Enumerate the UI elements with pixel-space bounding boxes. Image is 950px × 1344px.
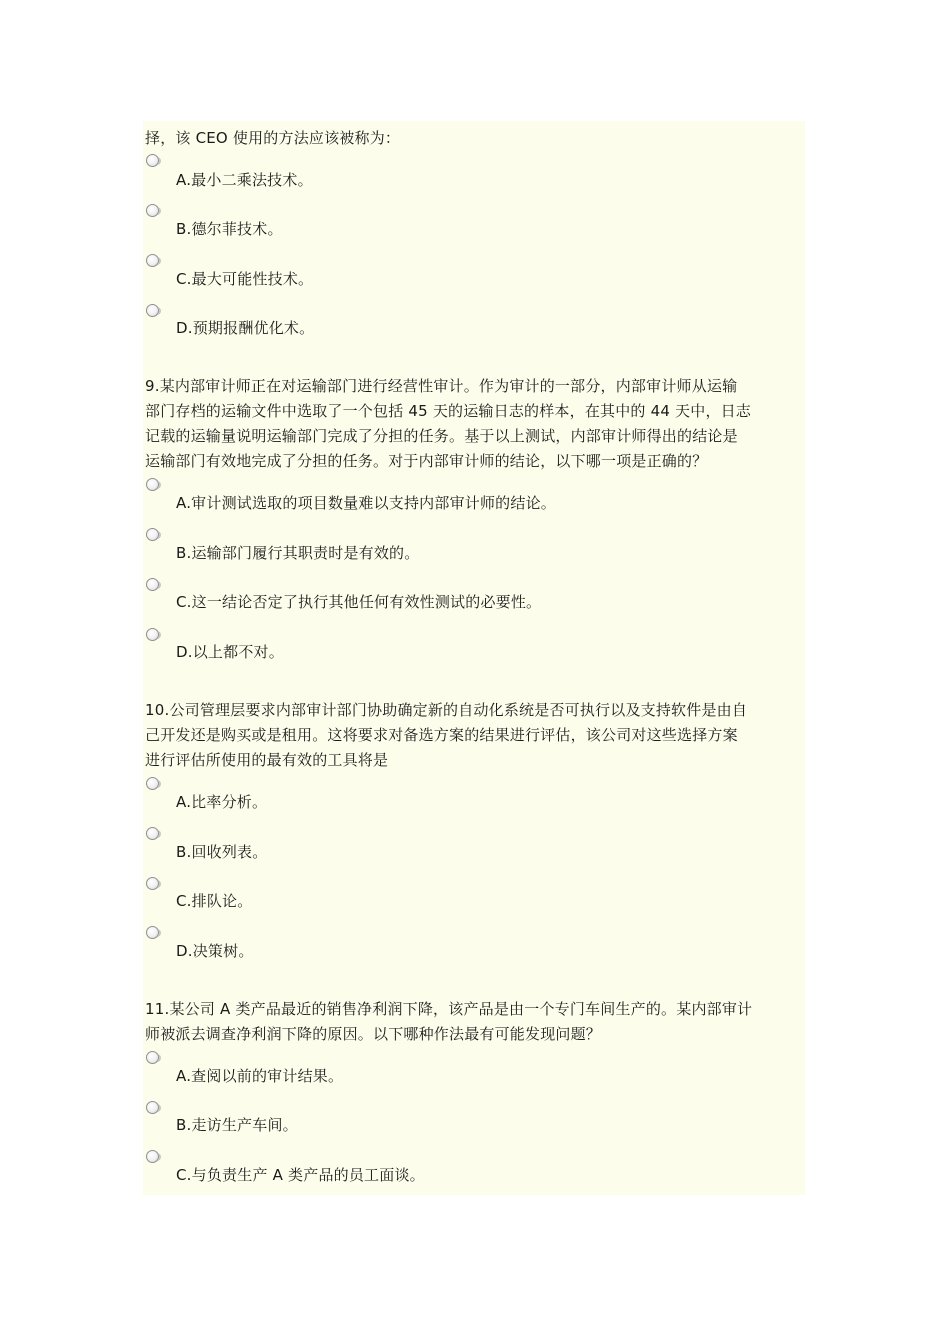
q10-option-b-label: B.回收列表。 xyxy=(176,843,268,861)
q8-option-d-radio[interactable] xyxy=(146,304,159,317)
q11-option-b-radio[interactable] xyxy=(146,1101,159,1114)
question-11-stem: 11.某公司 A 类产品最近的销售净利润下降，该产品是由一个专门车间生产的。某内部审计 师被派去调查净利润下降的原因。以下哪种作法最有可能发现问题？ xyxy=(145,1000,753,1043)
q10-option-d-label: D.决策树。 xyxy=(176,942,254,960)
q9-option-a-radio[interactable] xyxy=(146,478,159,491)
q9-option-b-radio[interactable] xyxy=(146,528,159,541)
q9-option-c-label: C.这一结论否定了执行其他任何有效性测试的必要性。 xyxy=(176,593,542,611)
q8-option-a-radio[interactable] xyxy=(146,154,159,167)
q11-option-c-label: C.与负责生产 A 类产品的员工面谈。 xyxy=(176,1166,425,1184)
q10-option-a-radio[interactable] xyxy=(146,777,159,790)
q8-option-c-label: C.最大可能性技术。 xyxy=(176,270,314,288)
q8-option-c-radio[interactable] xyxy=(146,254,159,267)
q9-option-d-label: D.以上都不对。 xyxy=(176,643,284,661)
q8-option-d-label: D.预期报酬优化术。 xyxy=(176,319,315,337)
q10-option-d-radio[interactable] xyxy=(146,926,159,939)
q10-option-c-radio[interactable] xyxy=(146,877,159,890)
q10-option-b-radio[interactable] xyxy=(146,827,159,840)
q8-option-b-radio[interactable] xyxy=(146,204,159,217)
q8-option-b-label: B.德尔菲技术。 xyxy=(176,220,283,238)
q11-option-b-label: B.走访生产车间。 xyxy=(176,1116,298,1134)
q8-option-a-label: A.最小二乘法技术。 xyxy=(176,171,313,189)
question-9-stem: 9.某内部审计师正在对运输部门进行经营性审计。作为审计的一部分，内部审计师从运输 部门存档的运输文件中选取了一个包括 45 天的运输日志的样本，在其中的 44 天中，日志 记载的运输量说明运输部门完成了分担的任务。基于以上测试，内部审计师得出的结论是 运输部门有效地完成了分担的任务。对于内部审计师的结论，以下哪一项是正确的？ xyxy=(145,377,752,470)
q9-option-b-label: B.运输部门履行其职责时是有效的。 xyxy=(176,544,420,562)
q10-option-a-label: A.比率分析。 xyxy=(176,793,268,811)
question-8-stem: 择，该 CEO 使用的方法应该被称为： xyxy=(145,129,401,147)
q11-option-c-radio[interactable] xyxy=(146,1150,159,1163)
q10-option-c-label: C.排队论。 xyxy=(176,892,253,910)
q11-option-a-label: A.查阅以前的审计结果。 xyxy=(176,1067,344,1085)
q9-option-c-radio[interactable] xyxy=(146,578,159,591)
question-10-stem: 10.公司管理层要求内部审计部门协助确定新的自动化系统是否可执行以及支持软件是由自 己开发还是购买或是租用。这将要求对备选方案的结果进行评估，该公司对这些选择方案 进行评估所使用的最有效的工具将是 xyxy=(145,701,748,769)
q11-option-a-radio[interactable] xyxy=(146,1051,159,1064)
q9-option-a-label: A.审计测试选取的项目数量难以支持内部审计师的结论。 xyxy=(176,494,556,512)
q9-option-d-radio[interactable] xyxy=(146,628,159,641)
